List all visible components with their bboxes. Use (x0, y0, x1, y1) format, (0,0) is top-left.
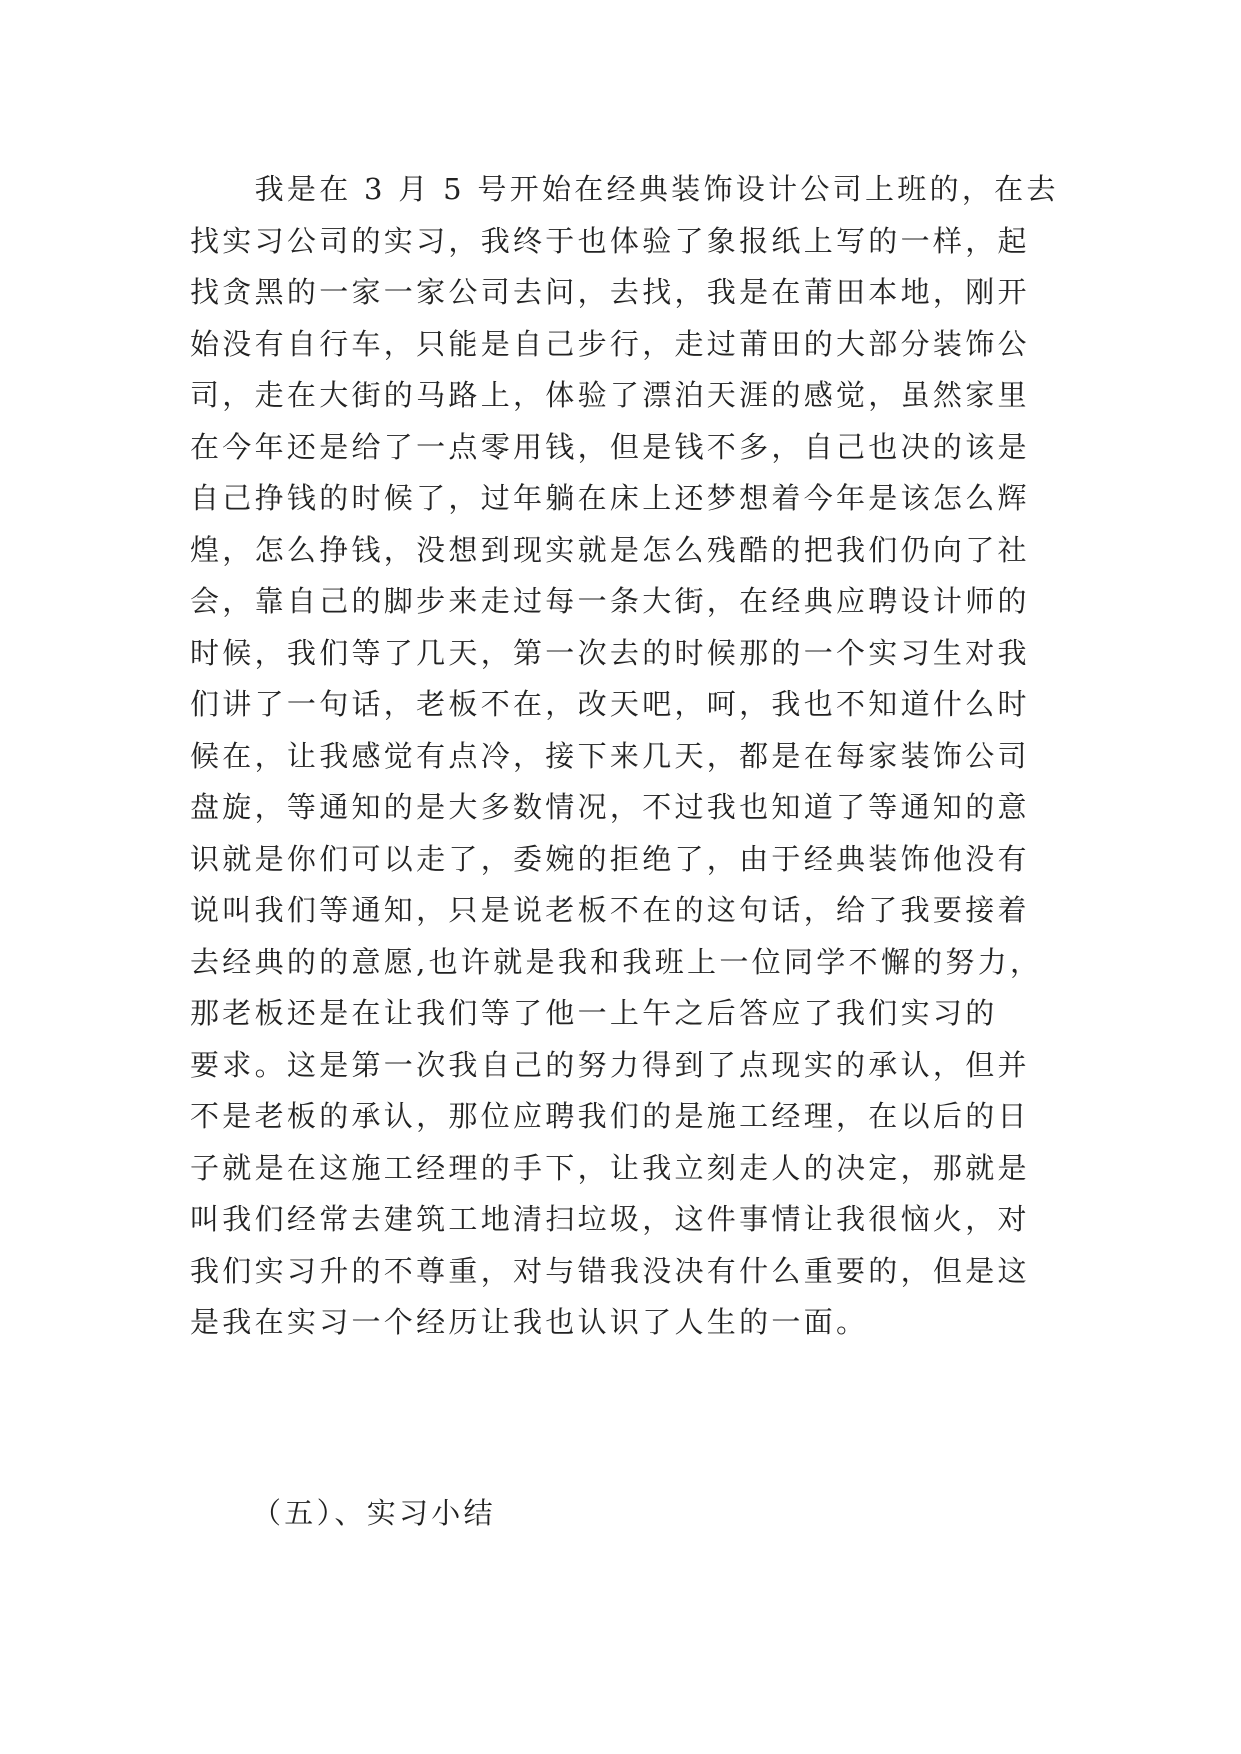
paragraph-line: 候在，让我感觉有点冷，接下来几天，都是在每家装饰公司 (190, 738, 1030, 773)
paragraph-line: 在今年还是给了一点零用钱，但是钱不多，自己也决的该是 (190, 429, 1030, 464)
section-heading: （五）、实习小结 (252, 1496, 496, 1530)
paragraph-line: 会，靠自己的脚步来走过每一条大街，在经典应聘设计师的 (190, 584, 1030, 618)
paragraph-line: 我们实习升的不尊重，对与错我没决有什么重要的，但是这 (190, 1253, 1030, 1288)
body-paragraph (190, 164, 1090, 1349)
paragraph-line: 是我在实习一个经历让我也认识了人生的一面。 (190, 1305, 869, 1339)
paragraph-line: 我是在 3 月 5 号开始在经典装饰设计公司上班的，在去 (190, 172, 1059, 206)
paragraph-line: 司，走在大街的马路上，体验了漂泊天涯的感觉，虽然家里 (190, 378, 1030, 412)
paragraph-line: 识就是你们可以走了，委婉的拒绝了，由于经典装饰他没有 (190, 841, 1030, 876)
paragraph-line: 子就是在这施工经理的手下，让我立刻走人的决定，那就是 (190, 1150, 1030, 1185)
paragraph-line: 盘旋，等通知的是大多数情况，不过我也知道了等通知的意 (190, 790, 1030, 824)
paragraph-line: 说叫我们等通知，只是说老板不在的这句话，给了我要接着 (190, 893, 1030, 927)
paragraph-line: 找贪黑的一家一家公司去问，去找，我是在莆田本地，刚开 (190, 275, 1030, 309)
paragraph-line: 找实习公司的实习，我终于也体验了象报纸上写的一样，起 (190, 223, 1030, 258)
paragraph-line: 自己挣钱的时候了，过年躺在床上还梦想着今年是该怎么辉 (190, 481, 1030, 515)
paragraph-line: 煌，怎么挣钱，没想到现实就是怎么残酷的把我们仍向了社 (190, 532, 1030, 567)
paragraph-line: 叫我们经常去建筑工地清扫垃圾，这件事情让我很恼火，对 (190, 1202, 1030, 1236)
paragraph-line: 们讲了一句话，老板不在，改天吧，呵，我也不知道什么时 (190, 687, 1030, 721)
paragraph-line: 始没有自行车，只能是自己步行，走过莆田的大部分装饰公 (190, 326, 1030, 361)
paragraph-line: 那老板还是在让我们等了他一上午之后答应了我们实习的 (190, 996, 998, 1030)
paragraph-line: 去经典的的意愿,也许就是我和我班上一位同学不懈的努力， (190, 944, 1043, 979)
paragraph-line: 不是老板的承认，那位应聘我们的是施工经理，在以后的日 (190, 1099, 1030, 1133)
paragraph-line: 时候，我们等了几天，第一次去的时候那的一个实习生对我 (190, 635, 1030, 670)
paragraph-line: 要求。这是第一次我自己的努力得到了点现实的承认，但并 (190, 1047, 1030, 1082)
